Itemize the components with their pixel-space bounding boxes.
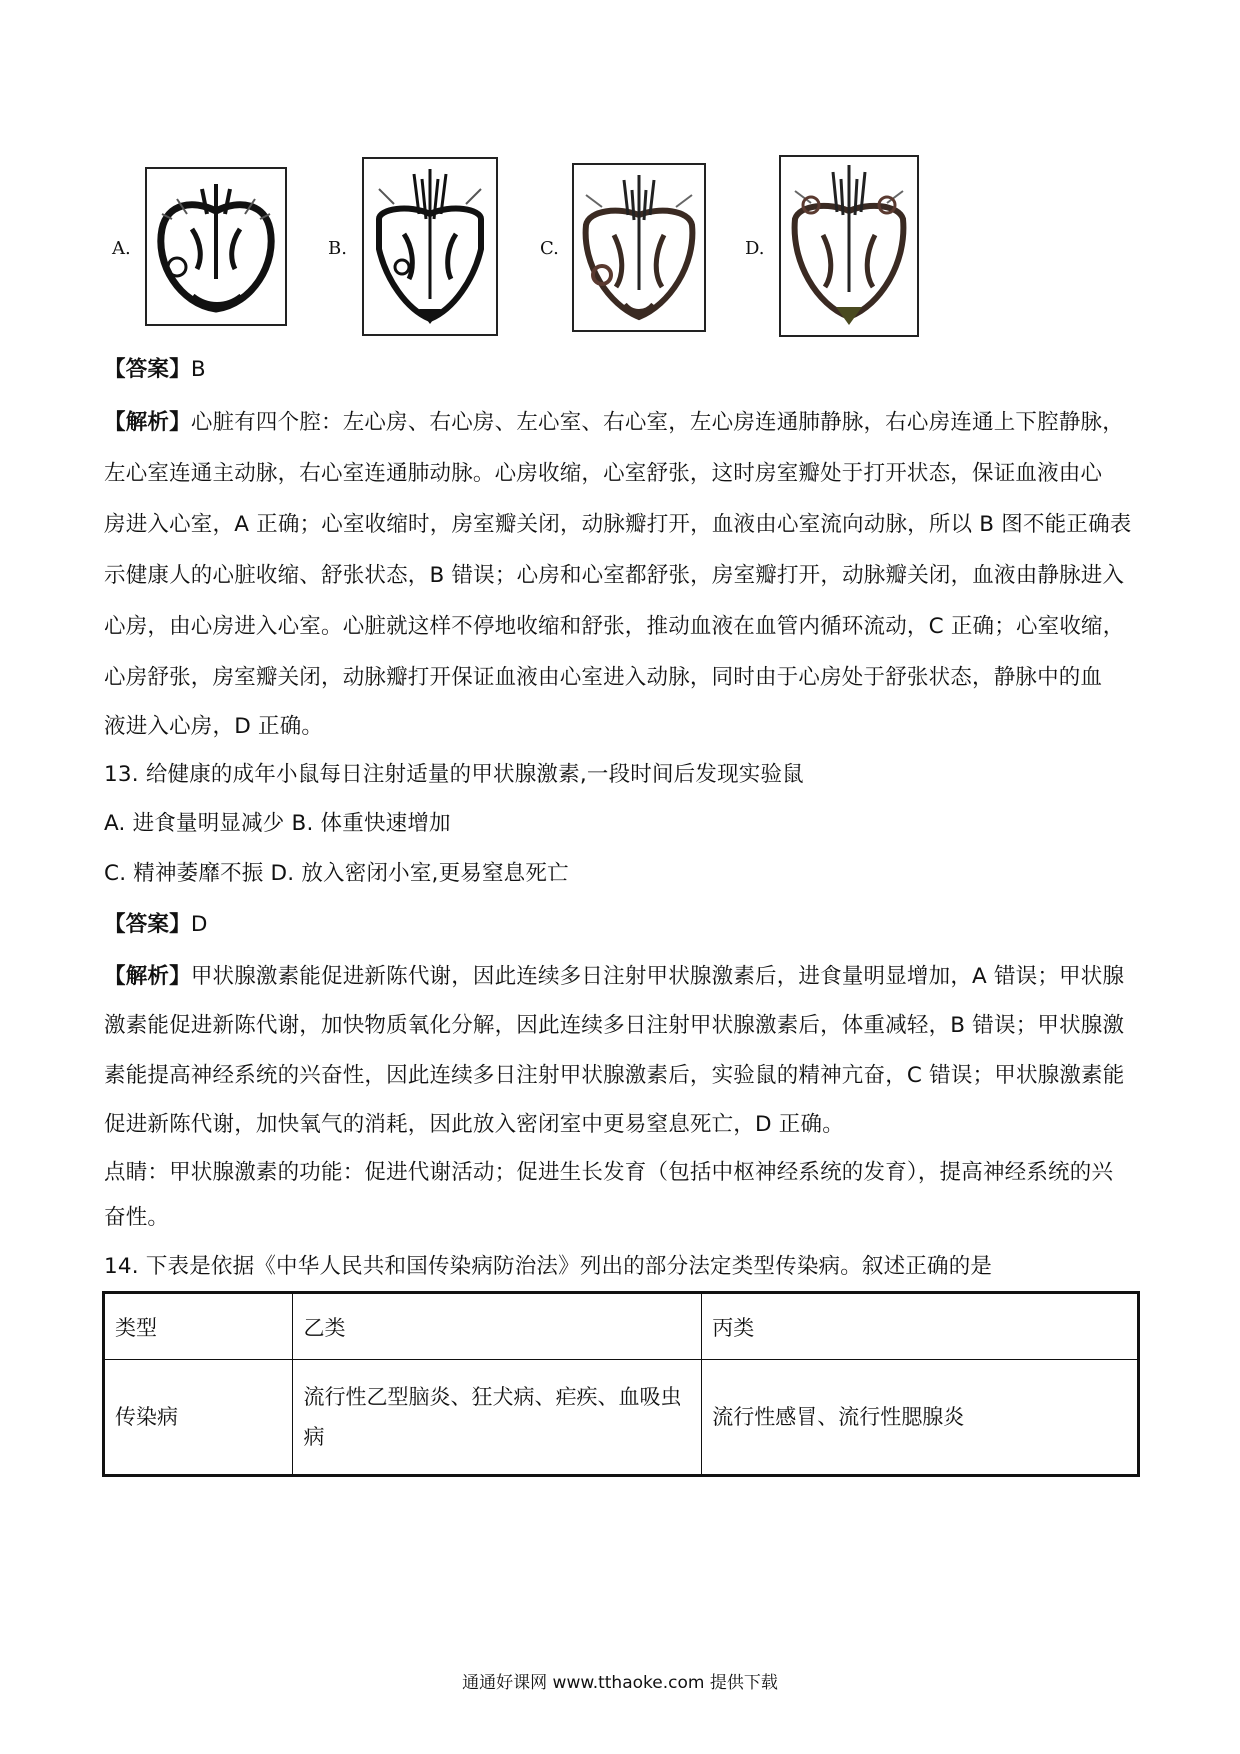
q12-analysis-line-7: 液进入心房，D 正确。 (104, 714, 324, 739)
q12-analysis-line-2: 左心室连通主动脉，右心室连通肺动脉。心房收缩，心室舒张，这时房室瓣处于打开状态，保证血液由心 (104, 461, 1103, 486)
q13-answer-tag: 【答案】 (104, 912, 191, 937)
table-cell-class-b-line-2: 病 (303, 1425, 325, 1449)
table-cell-class-c: 流行性感冒、流行性腮腺炎 (702, 1360, 1139, 1476)
q12-analysis-line-1 (104, 408, 1124, 438)
table-header-cell: 丙类 (702, 1293, 1139, 1360)
q12-analysis-tag: 【解析】 (104, 410, 191, 435)
q13-analysis-line-4: 促进新陈代谢，加快氧气的消耗，因此放入密闭室中更易窒息死亡，D 正确。 (104, 1112, 844, 1137)
q13-options-1: A. 进食量明显减少 B. 体重快速增加 (104, 811, 451, 836)
heart-diagram-d-icon (779, 155, 919, 337)
figure-label-c: C. (540, 238, 559, 259)
q12-analysis-line-3: 房进入心室，A 正确；心室收缩时，房室瓣关闭，动脉瓣打开，血液由心室流向动脉，所以 B 图不能正确表 (104, 512, 1132, 537)
q13-analysis-line-2: 激素能促进新陈代谢，加快物质氧化分解，因此连续多日注射甲状腺激素后，体重减轻，B 错误；甲状腺激 (104, 1013, 1125, 1038)
figure-label-d: D. (745, 238, 765, 259)
table-row-label: 传染病 (104, 1360, 293, 1476)
page-footer: 通通好课网 www.tthaoke.com 提供下载 (462, 1673, 778, 1693)
figure-label-b: B. (328, 238, 347, 259)
heart-diagram-a-icon (145, 167, 287, 326)
heart-diagram-c-icon (572, 163, 706, 332)
q12-answer-tag: 【答案】 (104, 357, 191, 382)
q12-answer-value: B (190, 357, 206, 382)
q13-options-2: C. 精神萎靡不振 D. 放入密闭小室,更易窒息死亡 (104, 861, 569, 886)
table-header-cell: 乙类 (293, 1293, 702, 1360)
q12-analysis-line-6: 心房舒张，房室瓣关闭，动脉瓣打开保证血液由心室进入动脉，同时由于心房处于舒张状态，静脉中的血 (104, 665, 1103, 690)
heart-diagram-b-icon (362, 157, 498, 336)
disease-table (102, 1291, 1140, 1477)
table-cell-class-b-line-1: 流行性乙型脑炎、狂犬病、疟疾、血吸虫 (303, 1385, 682, 1409)
q13-analysis-tag: 【解析】 (104, 964, 191, 989)
q13-analysis-text-1: 甲状腺激素能促进新陈代谢，因此连续多日注射甲状腺激素后，进食量明显增加，A 错误；甲状腺 (190, 964, 1125, 989)
table-header-cell: 类型 (104, 1293, 293, 1360)
q13-analysis-line-3: 素能提高神经系统的兴奋性，因此连续多日注射甲状腺激素后，实验鼠的精神亢奋，C 错误；甲状腺激素能 (104, 1063, 1125, 1088)
q12-analysis-text-1: 心脏有四个腔：左心房、右心房、左心室、右心室，左心房连通肺静脉，右心房连通上下腔静脉， (190, 410, 1124, 435)
q12-analysis-line-5: 心房，由心房进入心室。心脏就这样不停地收缩和舒张，推动血液在血管内循环流动，C 正确；心室收缩， (104, 614, 1125, 639)
q13-note-line-1: 点睛：甲状腺激素的功能：促进代谢活动；促进生长发育（包括中枢神经系统的发育），提高神经系统的兴 (104, 1160, 1114, 1185)
table-cell-class-b (293, 1360, 702, 1476)
q14-stem: 14. 下表是依据《中华人民共和国传染病防治法》列出的部分法定类型传染病。叙述正确的是 (104, 1254, 993, 1279)
q13-answer-value: D (190, 912, 208, 937)
q13-answer (104, 910, 208, 940)
q13-note-line-2: 奋性。 (104, 1205, 170, 1230)
table-row (104, 1360, 1139, 1476)
q12-answer (104, 355, 206, 385)
figure-label-a: A. (112, 238, 131, 259)
table-header-row (104, 1293, 1139, 1360)
q12-analysis-line-4: 示健康人的心脏收缩、舒张状态，B 错误；心房和心室都舒张，房室瓣打开，动脉瓣关闭，血液由静脉进入 (104, 563, 1125, 588)
q13-analysis-line-1 (104, 962, 1124, 992)
q13-stem: 13. 给健康的成年小鼠每日注射适量的甲状腺激素,一段时间后发现实验鼠 (104, 762, 804, 787)
